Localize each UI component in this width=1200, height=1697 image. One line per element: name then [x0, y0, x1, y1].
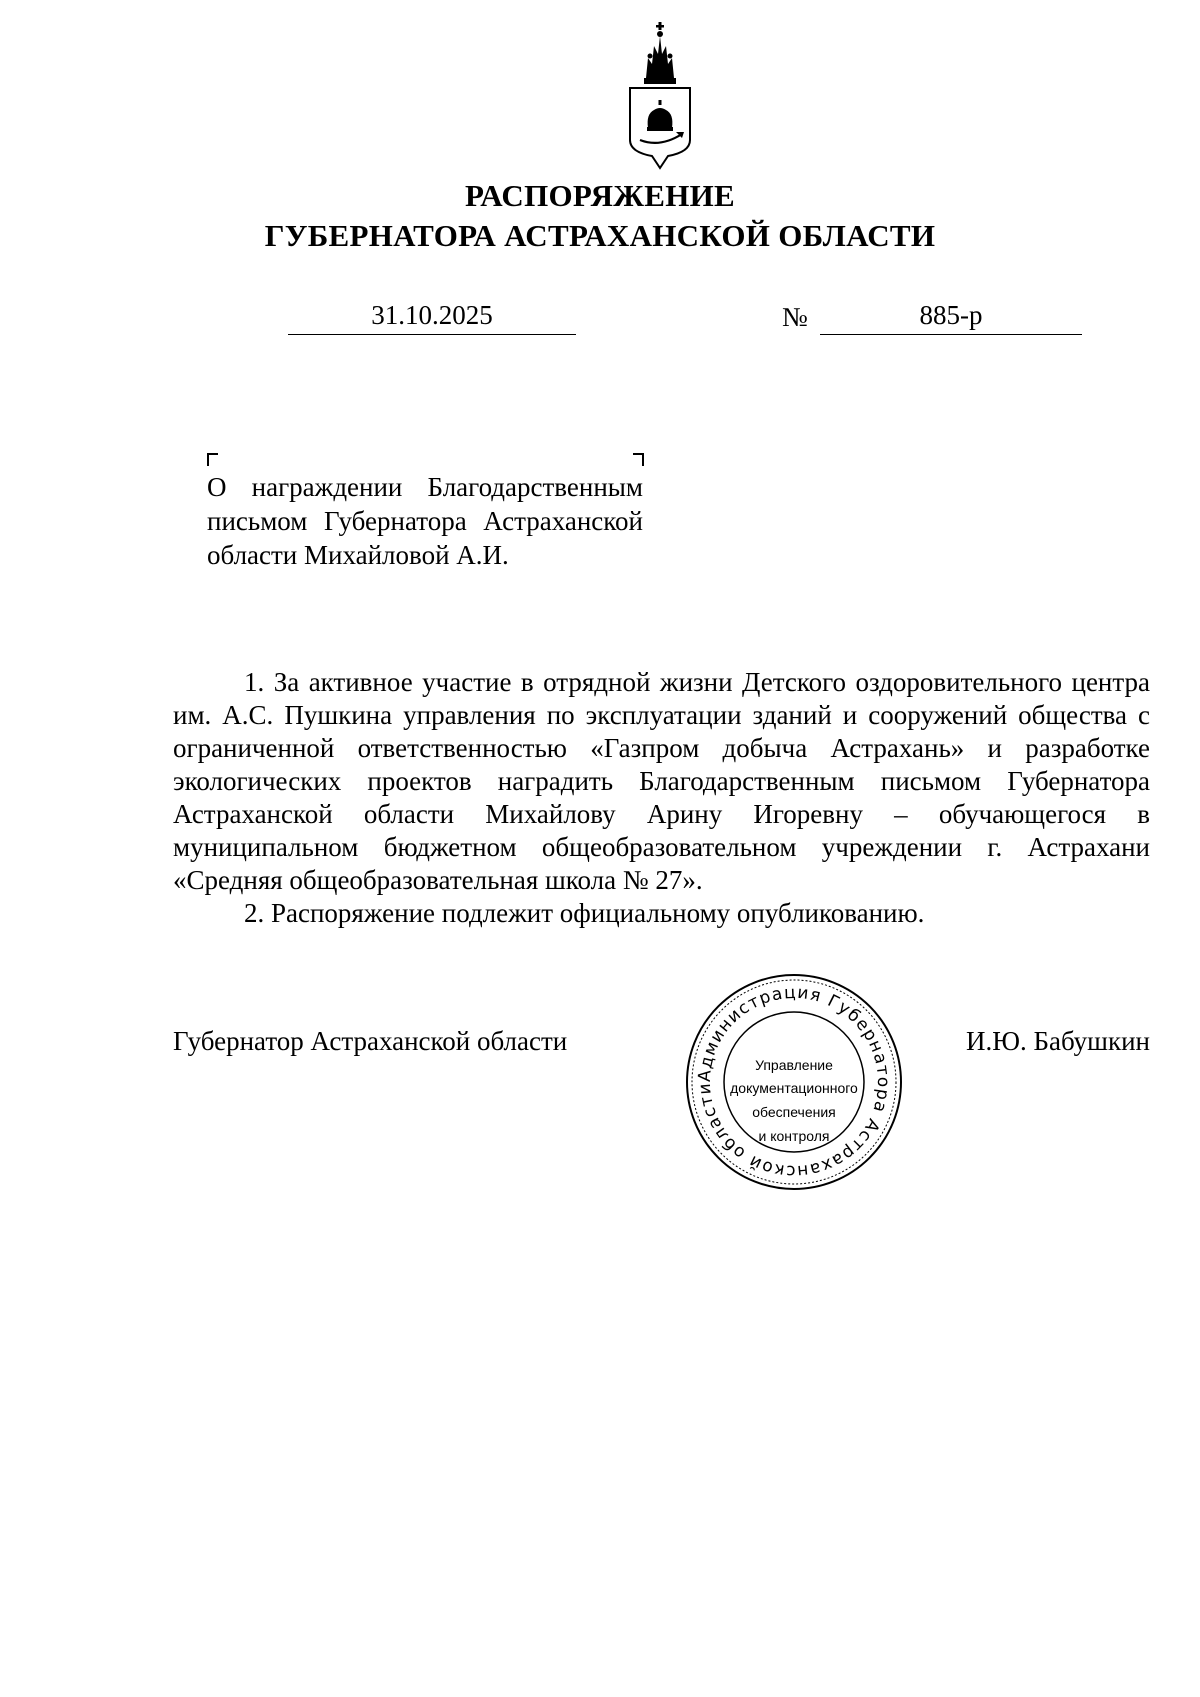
stamp-center-line-1: Управление: [755, 1057, 833, 1073]
signatory-position: Губернатор Астраханской области: [173, 1026, 568, 1056]
paragraph-2: 2. Распоряжение подлежит официальному опубликованию.: [244, 898, 925, 928]
subject-block: [207, 470, 643, 572]
stamp-center-line-4: и контроля: [758, 1128, 830, 1144]
document-type-title: РАСПОРЯЖЕНИЕ: [464, 178, 736, 213]
coat-of-arms-icon: [620, 20, 700, 170]
issuer-title: ГУБЕРНАТОРА АСТРАХАНСКОЙ ОБЛАСТИ: [264, 218, 936, 253]
subject-line-3: области Михайловой А.И.: [207, 540, 509, 570]
stamp-center-line-3: обеспечения: [752, 1104, 836, 1120]
subject-corner-right: [633, 453, 644, 466]
document-number: 885-р: [820, 300, 1082, 335]
subject-line-2: письмом Губернатора Астраханской: [207, 506, 643, 536]
document-body: [173, 666, 1150, 930]
number-sign: №: [782, 302, 808, 332]
subject-line-1: О награждении Благодарственным: [207, 472, 643, 502]
subject-corner-left: [207, 453, 218, 466]
paragraph-1: 1. За активное участие в отрядной жизни Детского оздоровительного центра им. А.С. Пушкина управления по эксплуатации зданий и сооружений общества с ограниченной ответственностью «Газпром добыча Астрахань» и разработке экологических проектов наградить Благодарственным письмом Губернатора Астраханской области Михайлову Арину Игоревну – обучающегося в муниципальном бюджетном общеобразовательном учреждении г. Астрахани «Средняя общеобразовательная школа № 27».: [173, 667, 1150, 895]
official-stamp: [683, 971, 905, 1193]
signatory-name: И.Ю. Бабушкин: [965, 1026, 1150, 1056]
stamp-center-line-2: документационного: [730, 1080, 858, 1096]
document-date: 31.10.2025: [288, 300, 576, 335]
stamp-ring-text: Администрация Губернатора Астраханской области: [694, 982, 894, 1182]
